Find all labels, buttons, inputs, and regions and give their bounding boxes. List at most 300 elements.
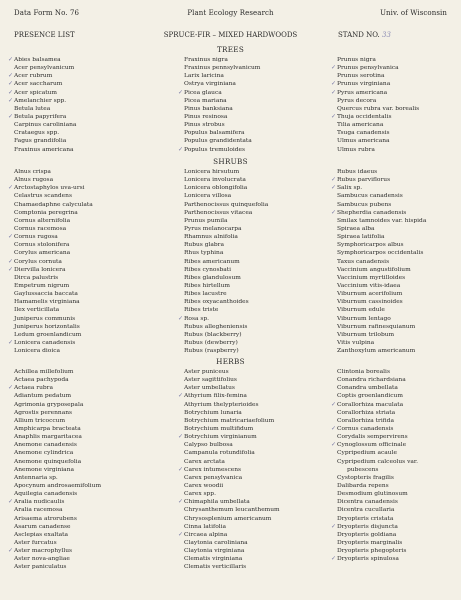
- checkmark-icon: ✓: [8, 265, 14, 273]
- species-entry: [8, 112, 76, 121]
- species-name: Salix sp.: [337, 185, 363, 192]
- species-entry: [14, 515, 101, 523]
- species-entry: [184, 249, 268, 257]
- species-entry: [184, 192, 268, 200]
- species-entry: [184, 201, 268, 209]
- species-name: Aster umbellatus: [184, 385, 235, 392]
- species-name: Sambucus pubens: [337, 201, 392, 208]
- species-entry: [331, 424, 418, 433]
- species-entry: [337, 315, 426, 323]
- species-name: Acer saccharum: [14, 81, 63, 88]
- species-name: Athyrium thelypterioides: [184, 401, 259, 408]
- species-entry: [337, 474, 418, 482]
- species-entry: [14, 192, 93, 200]
- species-name: Rubus allegheniensis: [184, 323, 248, 330]
- checkmark-icon: ✓: [8, 96, 14, 104]
- species-entry: [14, 563, 101, 571]
- checkmark-icon: ✓: [8, 384, 14, 392]
- stand-number-value: 33: [382, 31, 391, 39]
- species-name: Aralia nudicaulis: [14, 499, 65, 506]
- species-name: Botrychium virginianum: [184, 434, 257, 441]
- species-entry: [14, 482, 101, 490]
- species-entry: [337, 258, 426, 266]
- species-name: Lonicera villosa: [184, 193, 232, 200]
- species-name: Ribes lacustre: [184, 291, 227, 298]
- species-entry: [337, 368, 418, 376]
- species-entry: [184, 97, 260, 105]
- species-name: Botrychium matricariaefolium: [184, 417, 275, 424]
- presence-list-label: PRESENCE LIST: [14, 31, 75, 39]
- species-name: Ribes cynosbati: [184, 266, 231, 273]
- species-entry: [14, 241, 93, 249]
- species-entry: [331, 441, 418, 449]
- species-name: Comptonia peregrina: [14, 209, 78, 216]
- species-entry: [184, 274, 268, 282]
- trees-column-2: [178, 56, 261, 154]
- species-entry: [8, 88, 76, 97]
- species-entry: [337, 547, 418, 555]
- species-entry: [184, 376, 280, 384]
- species-entry: [184, 401, 280, 409]
- species-entry: [14, 290, 93, 298]
- species-name: Lonicera dioica: [14, 348, 61, 355]
- checkmark-icon: ✓: [331, 400, 337, 408]
- species-name: Betula lutea: [14, 105, 51, 112]
- species-name: Viburnum edule: [337, 307, 385, 314]
- species-name: Cystopteris fragilis: [337, 474, 394, 481]
- species-entry: [184, 474, 280, 482]
- species-entry: [337, 146, 419, 154]
- species-name: Carex arctata: [184, 458, 225, 465]
- species-name: Clematis virginiana: [184, 556, 243, 563]
- form-number: Data Form No. 76: [14, 9, 80, 17]
- species-entry: [184, 64, 260, 72]
- species-name: Corylus cornuta: [14, 258, 62, 265]
- species-entry: [337, 225, 426, 233]
- species-name: Empetrum nigrum: [14, 282, 70, 289]
- species-name: Fraxinus americana: [14, 146, 74, 153]
- species-entry: [14, 409, 101, 417]
- stand-label: STAND NO.: [338, 31, 380, 39]
- species-name: Populus grandidentata: [184, 138, 252, 145]
- checkmark-icon: ✓: [8, 112, 14, 120]
- community-title: SPRUCE-FIR – MIXED HARDWOODS: [163, 31, 298, 39]
- species-entry: [337, 433, 418, 441]
- species-name: Amelanchier spp.: [14, 97, 67, 104]
- shrubs-column-2: [178, 168, 269, 355]
- species-name: Anemone cylindrica: [14, 450, 74, 457]
- species-name: Lonicera canadensis: [14, 339, 76, 346]
- species-entry: [14, 417, 101, 425]
- species-name: Allium tricoccum: [14, 417, 66, 424]
- species-name: Amphicarpa bracteata: [14, 425, 81, 432]
- species-entry: [184, 113, 260, 121]
- species-entry: [184, 105, 260, 113]
- species-entry: [337, 266, 426, 274]
- checkmark-icon: ✓: [331, 184, 337, 192]
- species-name: Ostrya virginiana: [184, 81, 236, 88]
- species-entry: [337, 482, 418, 490]
- species-entry: [337, 121, 419, 129]
- species-entry: [14, 392, 101, 400]
- species-name: Adiantum pedatum: [14, 393, 72, 400]
- species-name: Aster nova-angliae: [14, 556, 70, 563]
- checkmark-icon: ✓: [331, 88, 337, 96]
- species-name: Cornus alternifolia: [14, 217, 71, 224]
- species-name: Rubus (blackberry): [184, 331, 242, 338]
- species-entry: [8, 384, 101, 392]
- species-entry: [337, 233, 426, 241]
- species-name: Aster macrophyllus: [14, 548, 73, 555]
- species-entry: [14, 347, 93, 355]
- species-entry: [14, 466, 101, 474]
- species-entry: [184, 563, 280, 571]
- species-name: Clintonia borealis: [337, 369, 390, 375]
- species-name: Vitis vulpina: [337, 339, 375, 346]
- species-name: Anemone quinquefolia: [14, 458, 82, 465]
- species-entry: [331, 555, 418, 563]
- species-name: Chrysosplenium americanum: [184, 515, 272, 522]
- species-name: Carex intumescens: [184, 466, 242, 473]
- species-name: Cornus rugosa: [14, 234, 58, 241]
- species-entry: [337, 290, 426, 298]
- checkmark-icon: ✓: [8, 184, 14, 192]
- species-name: Ribes glandulosum: [184, 274, 241, 281]
- species-name: Rhus typhina: [184, 250, 224, 257]
- species-entry: [337, 241, 426, 249]
- species-entry: [184, 523, 280, 531]
- species-entry: [184, 217, 268, 225]
- species-entry: [14, 105, 76, 113]
- species-entry: [14, 274, 93, 282]
- species-name: Picea glauca: [184, 89, 222, 96]
- species-entry: [14, 368, 101, 376]
- checkmark-icon: ✓: [8, 88, 14, 96]
- species-entry: [337, 217, 426, 225]
- species-name: Desmodium glutinosum: [337, 491, 408, 498]
- checkmark-icon: ✓: [178, 465, 184, 473]
- species-name: Betula papyrifera: [14, 113, 67, 120]
- species-entry: [8, 338, 93, 347]
- species-name: Calypso bulbosa: [184, 442, 233, 449]
- species-entry: [14, 425, 101, 433]
- species-name: Juniperus horizontalis: [14, 323, 80, 330]
- species-entry: [337, 384, 418, 392]
- species-entry: [184, 233, 268, 241]
- stand-number-field: [338, 31, 391, 39]
- species-entry: [337, 97, 419, 105]
- species-name: Carex spp.: [184, 491, 216, 498]
- species-entry: [337, 72, 419, 80]
- species-entry: [184, 282, 268, 290]
- species-entry: [184, 331, 268, 339]
- species-entry: [14, 64, 76, 72]
- species-entry: [14, 323, 93, 331]
- species-name: Aster furcatus: [14, 539, 57, 546]
- species-name: Coptis groenlandicum: [337, 393, 403, 400]
- species-entry: [184, 409, 280, 417]
- species-entry: [14, 539, 101, 547]
- species-name: Shepherdia canadensis: [337, 209, 407, 216]
- species-name: Aquilegia canadensis: [14, 491, 78, 498]
- species-name: Spiraea alba: [337, 225, 375, 232]
- species-entry: [184, 290, 268, 298]
- species-name: Clematis verticillaris: [184, 564, 247, 571]
- species-name: Populus balsamifera: [184, 130, 245, 137]
- species-entry: [14, 401, 101, 409]
- species-entry: [337, 274, 426, 282]
- species-name: Chrysanthemum leucanthemum: [184, 507, 280, 514]
- species-name: Pyrus melanocarpa: [184, 225, 242, 232]
- species-name: Lonicera oblongifolia: [184, 185, 248, 192]
- checkmark-icon: ✓: [331, 441, 337, 449]
- species-name: Cornus racemosa: [14, 225, 67, 232]
- species-entry: [14, 506, 101, 514]
- species-entry: [331, 208, 426, 217]
- species-name: Rubus idaeus: [337, 169, 378, 175]
- species-entry: [337, 168, 426, 176]
- species-name: Dirca palustris: [14, 274, 59, 281]
- species-name: Claytonia virginiana: [184, 548, 245, 555]
- species-entry: [14, 209, 93, 217]
- species-entry: [337, 409, 418, 417]
- species-name: Pyrus decora: [337, 97, 377, 104]
- species-entry: [8, 96, 76, 105]
- species-name: Alnus crispa: [14, 169, 51, 175]
- species-entry: [337, 417, 418, 425]
- species-name: Pinus resinosa: [184, 113, 228, 120]
- species-entry: [14, 474, 101, 482]
- checkmark-icon: ✓: [8, 547, 14, 555]
- species-name: Corylus americana: [14, 250, 71, 257]
- species-name: Anaphlis margaritacea: [14, 434, 82, 441]
- species-name: Ribes triste: [184, 307, 219, 314]
- species-name: Corydalis sempervirens: [337, 434, 408, 441]
- species-entry: [14, 249, 93, 257]
- species-entry: [184, 121, 260, 129]
- species-entry: [184, 72, 260, 80]
- species-entry: [178, 530, 280, 539]
- species-entry: [337, 137, 419, 145]
- checkmark-icon: ✓: [178, 145, 184, 153]
- species-entry: [14, 225, 93, 233]
- species-name: Corallorhiza maculata: [337, 401, 404, 408]
- species-entry: [184, 266, 268, 274]
- species-entry: [178, 314, 268, 323]
- checkmark-icon: ✓: [8, 56, 14, 63]
- species-name: Achillea millefolium: [14, 369, 74, 375]
- species-name: Circaea alpina: [184, 531, 228, 538]
- species-name: Ribes oxyacanthoides: [184, 299, 249, 306]
- species-name: Carpinus caroliniana: [14, 122, 77, 129]
- species-name: Dryopteris cristata: [337, 515, 394, 522]
- species-name: Smilax tamnoides var. hispida: [337, 217, 427, 224]
- species-name: Botrychium multifidum: [184, 425, 254, 432]
- species-name: Agrimonia gryposepala: [14, 401, 84, 408]
- species-name: Vaccinium angustifolium: [337, 266, 411, 273]
- species-entry: [14, 449, 101, 457]
- species-entry: [14, 176, 93, 184]
- species-name: Rubus (raspberry): [184, 348, 239, 355]
- species-name: Dicentra canadensis: [337, 499, 398, 506]
- species-entry: [14, 129, 76, 137]
- species-name: Campanula rotundifolia: [184, 450, 255, 457]
- species-name: Chimaphila umbellata: [184, 499, 250, 506]
- species-entry: [337, 466, 418, 474]
- species-name: Conandra umbellata: [337, 385, 398, 392]
- species-name: Rubus parviflorus: [337, 177, 391, 184]
- institution: Univ. of Wisconsin: [380, 9, 447, 17]
- species-name: Dryopteris marginalis: [337, 539, 403, 546]
- species-name: Anemone virginiana: [14, 466, 74, 473]
- species-name: Arctostaphylos uva-ursi: [14, 185, 85, 192]
- species-name: Crataegus spp.: [14, 130, 60, 137]
- species-name: Ribes hirtellum: [184, 282, 230, 289]
- species-entry: [184, 137, 260, 145]
- species-entry: [178, 498, 280, 506]
- species-name: Ilex verticillata: [14, 307, 60, 314]
- species-name: Pinus strobus: [184, 122, 225, 129]
- checkmark-icon: ✓: [178, 392, 184, 400]
- species-name: Dryopteris disjuncta: [337, 523, 398, 530]
- species-entry: [184, 490, 280, 498]
- checkmark-icon: ✓: [331, 555, 337, 563]
- species-name: pubescens: [347, 466, 379, 473]
- species-entry: [337, 298, 426, 306]
- species-name: Conandra richardsiana: [337, 377, 406, 384]
- species-entry: [337, 249, 426, 257]
- species-entry: [337, 539, 418, 547]
- species-entry: [337, 331, 426, 339]
- species-name: Parthenocissus vitacea: [184, 209, 253, 216]
- species-entry: [331, 80, 419, 88]
- species-entry: [8, 80, 76, 88]
- species-name: Parthenocissus quinquefolia: [184, 201, 269, 208]
- species-name: Vaccinium vitis-idaea: [337, 282, 401, 289]
- species-entry: [14, 217, 93, 225]
- species-name: Botrychium lunaria: [184, 409, 242, 416]
- species-name: Ulmus rubra: [337, 146, 375, 153]
- species-entry: [184, 339, 268, 347]
- checkmark-icon: ✓: [8, 338, 14, 346]
- species-entry: [331, 176, 426, 184]
- species-entry: [184, 547, 280, 555]
- species-entry: [8, 498, 101, 506]
- checkmark-icon: ✓: [8, 72, 14, 80]
- species-name: Acer spicatum: [14, 89, 57, 96]
- species-name: Dicentra cucullaria: [337, 507, 395, 514]
- species-name: Larix laricina: [184, 73, 224, 80]
- species-entry: [184, 129, 260, 137]
- species-entry: [184, 482, 280, 490]
- species-entry: [184, 347, 268, 355]
- species-name: Rubus glabra: [184, 242, 224, 249]
- checkmark-icon: ✓: [178, 530, 184, 538]
- species-name: Arisaema atrorubens: [14, 515, 77, 522]
- species-entry: [331, 64, 419, 72]
- species-name: Juniperus communis: [14, 315, 76, 322]
- species-name: Viburnum cassinoides: [337, 299, 403, 306]
- species-name: Ribes americanum: [184, 258, 240, 265]
- species-entry: [337, 498, 418, 506]
- species-name: Cypripedium calceolus var.: [337, 458, 418, 465]
- species-entry: [14, 433, 101, 441]
- species-name: Anemone canadensis: [14, 442, 77, 449]
- species-name: Prunus virginiana: [337, 81, 391, 88]
- species-name: Thuja occidentalis: [337, 113, 392, 120]
- trees-column-1: [8, 56, 77, 154]
- species-name: Prunus nigra: [337, 57, 376, 63]
- species-entry: [337, 515, 418, 523]
- species-entry: [14, 201, 93, 209]
- species-entry: [178, 88, 260, 97]
- species-entry: [14, 555, 101, 563]
- species-name: Viburnum lentago: [337, 315, 391, 322]
- species-name: Agrostis perennans: [14, 409, 73, 416]
- species-entry: [337, 347, 426, 355]
- species-name: Tilia americana: [337, 122, 384, 129]
- herbs-column-3: [331, 368, 418, 563]
- species-entry: [184, 441, 280, 449]
- species-entry: [14, 331, 93, 339]
- species-name: Viburnum acerifolium: [337, 291, 403, 298]
- species-entry: [178, 145, 260, 154]
- species-entry: [14, 458, 101, 466]
- species-name: Actaea pachypoda: [14, 377, 69, 384]
- species-entry: [184, 323, 268, 331]
- species-entry: [337, 323, 426, 331]
- species-entry: [14, 441, 101, 449]
- shrubs-column-3: [331, 168, 427, 355]
- species-entry: [337, 392, 418, 400]
- herbs-column-2: [178, 368, 280, 572]
- species-entry: [337, 56, 419, 64]
- species-name: Spiraea latifolia: [337, 234, 385, 241]
- species-name: Carex woodii: [184, 482, 224, 489]
- species-name: Hamamelis virginiana: [14, 299, 80, 306]
- species-name: Cynoglossum officinale: [337, 442, 407, 449]
- species-name: Rhamnus alnifolia: [184, 234, 238, 241]
- species-entry: [184, 555, 280, 563]
- species-entry: [8, 257, 93, 266]
- species-name: Celastrus scandens: [14, 193, 72, 200]
- species-entry: [184, 458, 280, 466]
- section-title-herbs: HERBS: [216, 357, 245, 366]
- species-entry: [337, 506, 418, 514]
- checkmark-icon: ✓: [8, 80, 14, 88]
- checkmark-icon: ✓: [178, 88, 184, 96]
- checkmark-icon: ✓: [331, 64, 337, 72]
- species-entry: [337, 105, 419, 113]
- checkmark-icon: ✓: [178, 433, 184, 441]
- species-name: Zanthoxylum americanum: [337, 348, 416, 355]
- species-entry: [14, 490, 101, 498]
- species-name: Prunus serotina: [337, 73, 385, 80]
- species-entry: [184, 80, 260, 88]
- species-entry: [14, 146, 76, 154]
- checkmark-icon: ✓: [331, 80, 337, 88]
- species-name: Prunus pumila: [184, 217, 228, 224]
- species-entry: [184, 368, 280, 376]
- species-name: Corallorhiza striata: [337, 409, 396, 416]
- species-name: Symphoricarpos albus: [337, 242, 404, 249]
- species-name: Aster paniculatus: [14, 564, 67, 571]
- species-name: Pinus banksiana: [184, 105, 233, 112]
- species-entry: [14, 282, 93, 290]
- species-name: Antennaria sp.: [14, 474, 58, 481]
- species-entry: [337, 201, 426, 209]
- species-entry: [337, 490, 418, 498]
